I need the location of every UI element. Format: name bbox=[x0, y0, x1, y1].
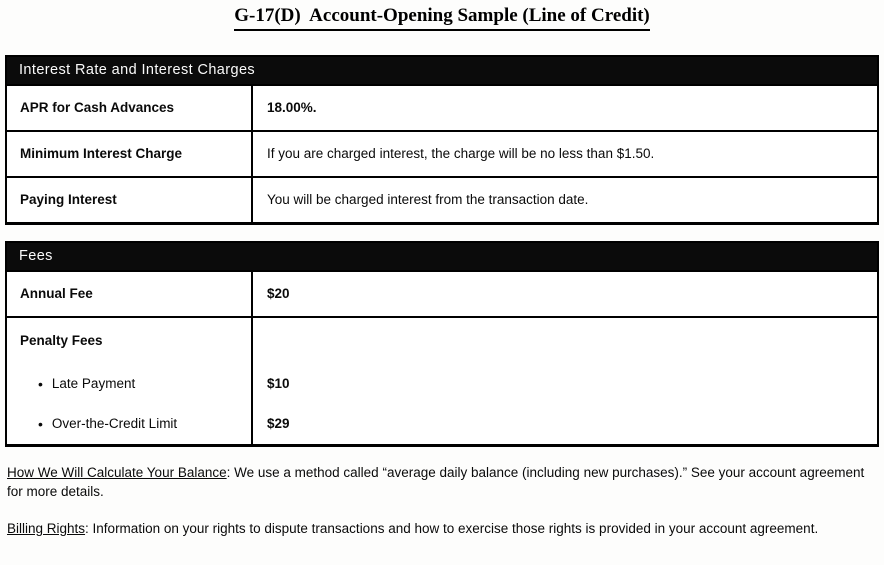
footnotes-section bbox=[5, 464, 879, 539]
row-value: $20 bbox=[267, 286, 290, 302]
row-label bbox=[7, 178, 253, 222]
table-body bbox=[7, 270, 877, 444]
row-label bbox=[7, 364, 253, 404]
footnote-balance-calculation bbox=[7, 464, 877, 501]
bullet-icon: • bbox=[38, 415, 43, 432]
row-value: $29 bbox=[267, 416, 290, 432]
fees-table bbox=[5, 241, 879, 447]
bullet-icon: • bbox=[38, 375, 43, 392]
table-row bbox=[7, 84, 877, 130]
table-row bbox=[7, 364, 877, 404]
table-row bbox=[7, 316, 877, 364]
table-body bbox=[7, 84, 877, 222]
footnote-billing-rights bbox=[7, 520, 877, 539]
table-row bbox=[7, 404, 877, 444]
row-label-text: Paying Interest bbox=[20, 192, 117, 208]
row-label bbox=[7, 318, 253, 364]
row-value bbox=[253, 335, 877, 347]
row-value: If you are charged interest, the charge will be no less than $1.50. bbox=[267, 146, 655, 162]
row-value: You will be charged interest from the transaction date. bbox=[267, 192, 589, 208]
title-row bbox=[5, 6, 879, 31]
table-row bbox=[7, 176, 877, 222]
table-header: Interest Rate and Interest Charges bbox=[7, 57, 877, 84]
footnote-text: : Information on your rights to dispute transactions and how to exercise those rights is provided in your account agreement. bbox=[85, 521, 819, 537]
row-value: $10 bbox=[267, 376, 290, 392]
row-value: 18.00%. bbox=[267, 100, 317, 116]
footnote-lead: Billing Rights bbox=[7, 521, 86, 537]
row-label-text: Over-the-Credit Limit bbox=[51, 416, 178, 432]
row-label bbox=[7, 404, 253, 444]
page-title: G-17(D) Account-Opening Sample (Line of Credit) bbox=[234, 6, 650, 31]
row-label-text: APR for Cash Advances bbox=[20, 100, 175, 116]
table-header: Fees bbox=[7, 243, 877, 270]
row-label-text: Minimum Interest Charge bbox=[20, 146, 183, 162]
footnote-lead: How We Will Calculate Your Balance bbox=[7, 464, 227, 480]
table-row bbox=[7, 130, 877, 176]
row-label-text: Late Payment bbox=[51, 376, 136, 392]
table-row bbox=[7, 270, 877, 316]
row-label bbox=[7, 86, 253, 130]
row-label bbox=[7, 272, 253, 316]
row-label-text: Annual Fee bbox=[20, 286, 93, 302]
row-label bbox=[7, 132, 253, 176]
footnote-text: : We use a method called “average daily balance (including new purchases).” See your account agreement for more details. bbox=[7, 464, 865, 499]
row-label-text: Penalty Fees bbox=[20, 333, 103, 349]
interest-rate-table bbox=[5, 55, 879, 225]
